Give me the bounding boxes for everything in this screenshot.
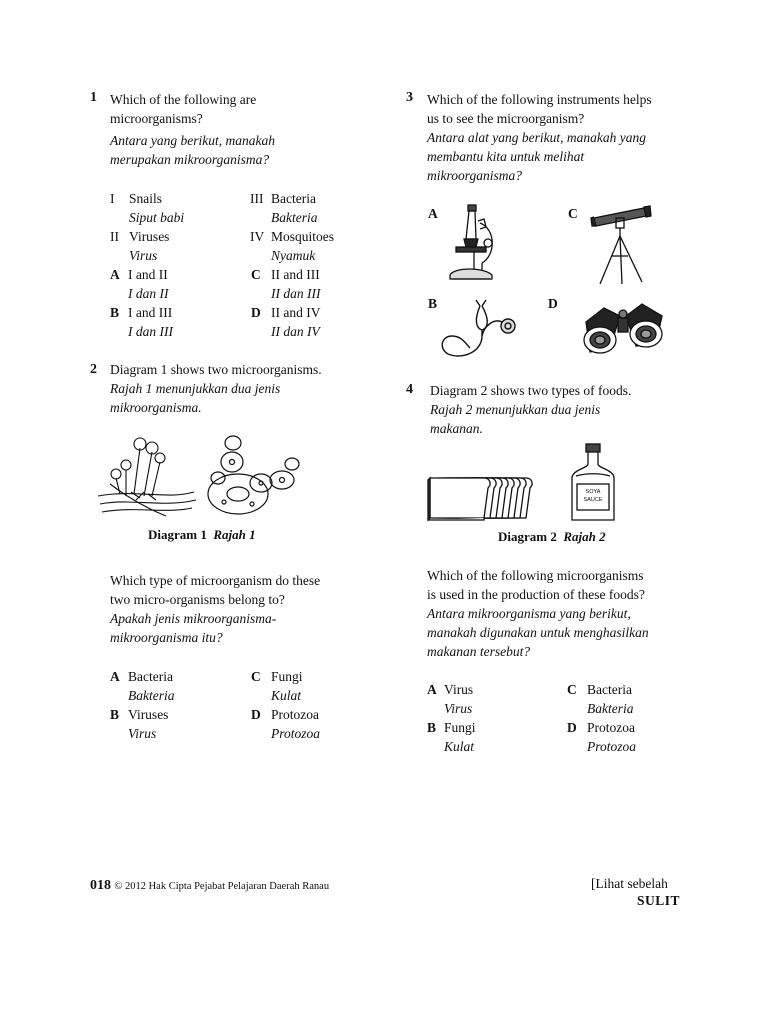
mould-illustration (98, 438, 196, 516)
option-b[interactable]: B Viruses Virus (110, 707, 169, 741)
question-prompt-my: Antara mikroorganisma yang berikut, manakah digunakan untuk menghasilkan makanan tersebut? (427, 606, 649, 659)
bottle-label-line-2: SAUCE (583, 497, 603, 503)
copyright-text: © 2012 Hak Cipta Pejabat Pelajaran Daerah Ranau (114, 881, 330, 892)
question-text-en: Diagram 2 shows two types of foods. (430, 383, 632, 398)
secret-label: SULIT (637, 893, 681, 908)
item-IV: IV Mosquitoes Nyamuk (250, 229, 335, 263)
option-d[interactable]: D Protozoa Protozoa (567, 720, 637, 754)
question-number: 2 (90, 362, 97, 377)
option-d[interactable]: D II and IV II dan IV (251, 305, 321, 339)
option-b[interactable]: B Fungi Kulat (427, 720, 476, 754)
question-text-my: Antara alat yang berikut, manakah yang membantu kita untuk melihat mikroorganisma? (427, 130, 646, 183)
option-a[interactable]: A Virus Virus (427, 682, 474, 716)
option-d[interactable]: D Protozoa Protozoa (251, 707, 321, 741)
question-prompt-my: Apakah jenis mikroorganisma- mikroorganisma itu? (110, 611, 277, 645)
item-III: III Bacteria Bakteria (250, 191, 318, 225)
bread-illustration (426, 470, 534, 524)
stethoscope-icon (436, 296, 516, 360)
question-text-en: Which of the following are microorganisms? (110, 92, 257, 126)
option-a[interactable]: A (428, 206, 438, 221)
item-I: I Snails Siput babi (110, 191, 185, 225)
diagram-1-caption: Diagram 1 Rajah 1 (148, 527, 256, 542)
paper-code: 018 (90, 878, 111, 893)
option-a[interactable]: A Bacteria Bakteria (110, 669, 175, 703)
option-c[interactable]: C (568, 206, 578, 221)
yeast-illustration (208, 436, 299, 514)
question-text-my: Rajah 2 menunjukkan dua jenis makanan. (430, 402, 601, 436)
option-c[interactable]: C Bacteria Bakteria (567, 682, 634, 716)
question-text-en: Which of the following instruments helps us to see the microorganism? (427, 92, 652, 126)
microscope-icon (444, 203, 500, 283)
footer-left (90, 877, 329, 894)
question-number: 3 (406, 90, 413, 105)
binoculars-icon (576, 296, 670, 358)
telescope-icon (590, 204, 652, 286)
option-c[interactable]: C II and III II dan III (251, 267, 321, 301)
question-text-my: Antara yang berikut, manakah merupakan mikroorganisma? (110, 133, 275, 167)
option-d[interactable]: D (548, 296, 558, 311)
diagram-1-microorganisms (96, 434, 306, 524)
option-a[interactable]: A I and II I dan II (110, 267, 169, 301)
option-b[interactable]: B I and III I dan III (110, 305, 173, 339)
question-text-my: Rajah 1 menunjukkan dua jenis mikroorganisma. (110, 381, 281, 415)
diagram-2-caption: Diagram 2 Rajah 2 (498, 529, 606, 544)
question-prompt-en: Which of the following microorganisms is used in the production of these foods? (427, 568, 645, 602)
question-prompt-en: Which type of microorganism do these two micro-organisms belong to? (110, 573, 321, 607)
question-number: 1 (90, 90, 97, 105)
question-text-en: Diagram 1 shows two microorganisms. (110, 362, 322, 377)
option-c[interactable]: C Fungi Kulat (251, 669, 303, 703)
next-page-note: [Lihat sebelah (591, 876, 668, 891)
soya-sauce-bottle-illustration (566, 442, 620, 524)
option-b[interactable]: B (428, 296, 438, 311)
item-II: II Viruses Virus (110, 229, 170, 263)
bottle-label-line-1: SOYA (585, 489, 601, 495)
question-number: 4 (406, 382, 413, 397)
